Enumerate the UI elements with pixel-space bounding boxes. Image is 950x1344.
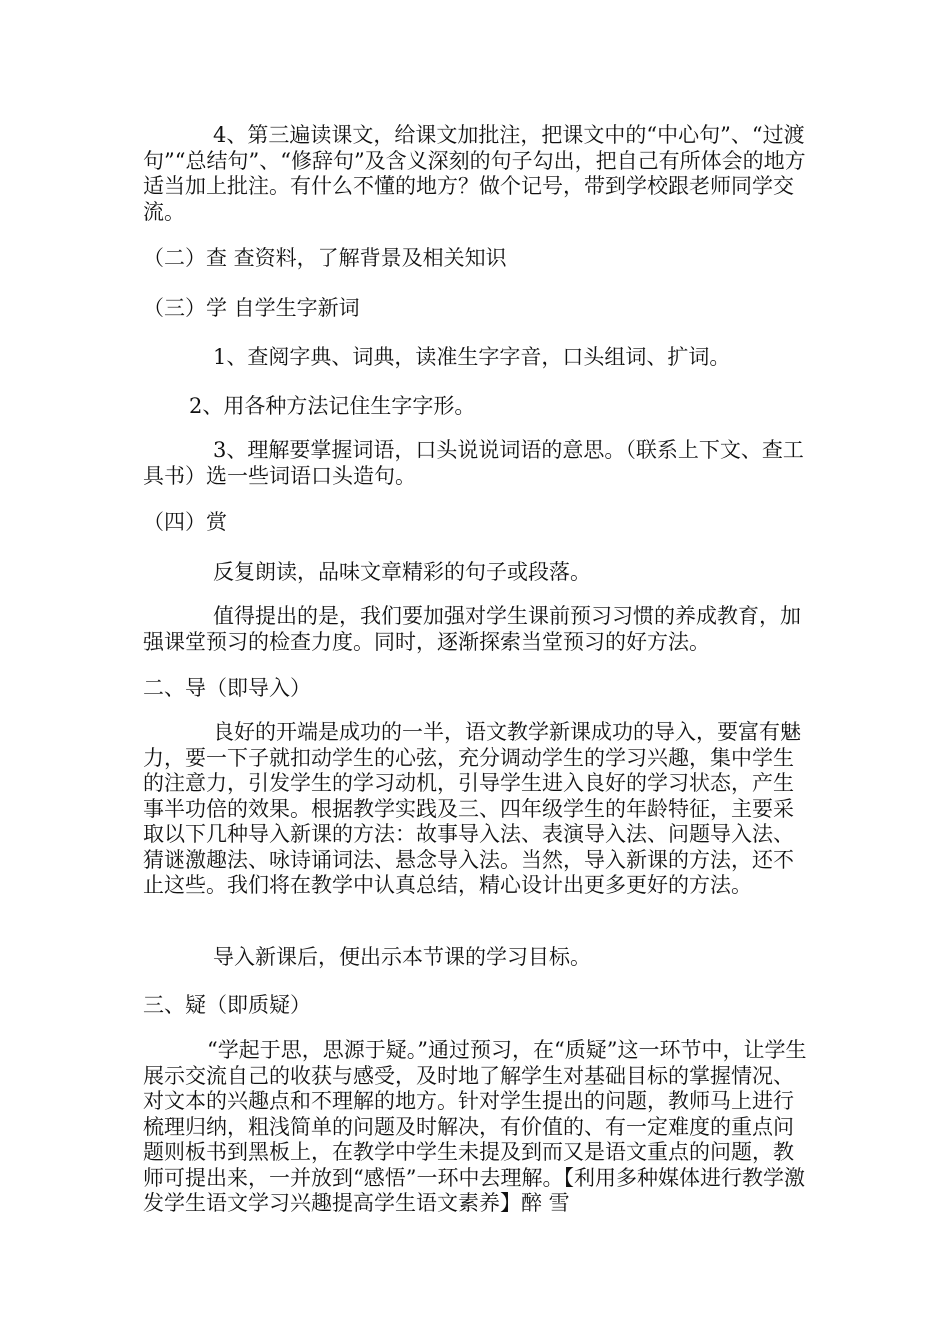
paragraph-reading-aloud: 反复朗读，品味文章精彩的句子或段落。 [213,560,591,584]
paragraph-memorize: 2、用各种方法记住生字字形。 [189,394,476,418]
paragraph-learning-goals: 导入新课后，便出示本节课的学习目标。 [213,945,591,969]
heading-introduction: 二、导（即导入） [143,676,311,700]
heading-research: （二）查 查资料，了解背景及相关知识 [143,246,507,270]
heading-self-study: （三）学 自学生字新词 [143,296,360,320]
paragraph-vocabulary: 3、理解要掌握词语，口头说说词语的意思。（联系上下文、查工具书）选一些词语口头造句。 [143,438,804,488]
paragraph-questioning: “学起于思，思源于疑。”通过预习，在“质疑”这一环节中，让学生展示交流自己的收获与感受，及时地了解学生对基础目标的掌握情况、对文本的兴趣点和不理解的地方。针对学生提出的问题，教师马上进行梳理归纳，粗浅简单的问题及时解决，有价值的、有一定难度的重点问题则板书到黑板上，在教学中学生未提及到而又是语文重点的问题，教师可提出来，一并放到“感悟”一环中去理解。【利用多种媒体进行教学激发学生语文学习兴趣提高学生语文素养】醉 雪 [143,1038,807,1215]
heading-appreciate: （四）赏 [143,510,227,534]
paragraph-preview-habit: 值得提出的是，我们要加强对学生课前预习习惯的养成教育，加强课堂预习的检查力度。同时，逐渐探索当堂预习的好方法。 [143,604,801,654]
paragraph-dictionary: 1、查阅字典、词典，读准生字字音，口头组词、扩词。 [213,345,731,369]
heading-questioning: 三、疑（即质疑） [143,993,311,1017]
paragraph-reading-annotation: 4、第三遍读课文，给课文加批注，把课文中的“中心句”、“过渡句”“总结句”、“修辞句”及含义深刻的句子勾出，把自己有所体会的地方适当加上批注。有什么不懂的地方？做个记号，带到学校跟老师同学交流。 [143,123,806,224]
paragraph-introduction-methods: 良好的开端是成功的一半，语文教学新课成功的导入，要富有魅力，要一下子就扣动学生的心弦，充分调动学生的学习兴趣，集中学生的注意力，引发学生的学习动机，引导学生进入良好的学习状态，产生事半功倍的效果。根据教学实践及三、四年级学生的年龄特征，主要采取以下几种导入新课的方法：故事导入法、表演导入法、问题导入法、猜谜激趣法、咏诗诵词法、悬念导入法。当然，导入新课的方法，还不止这些。我们将在教学中认真总结，精心设计出更多更好的方法。 [143,720,801,897]
